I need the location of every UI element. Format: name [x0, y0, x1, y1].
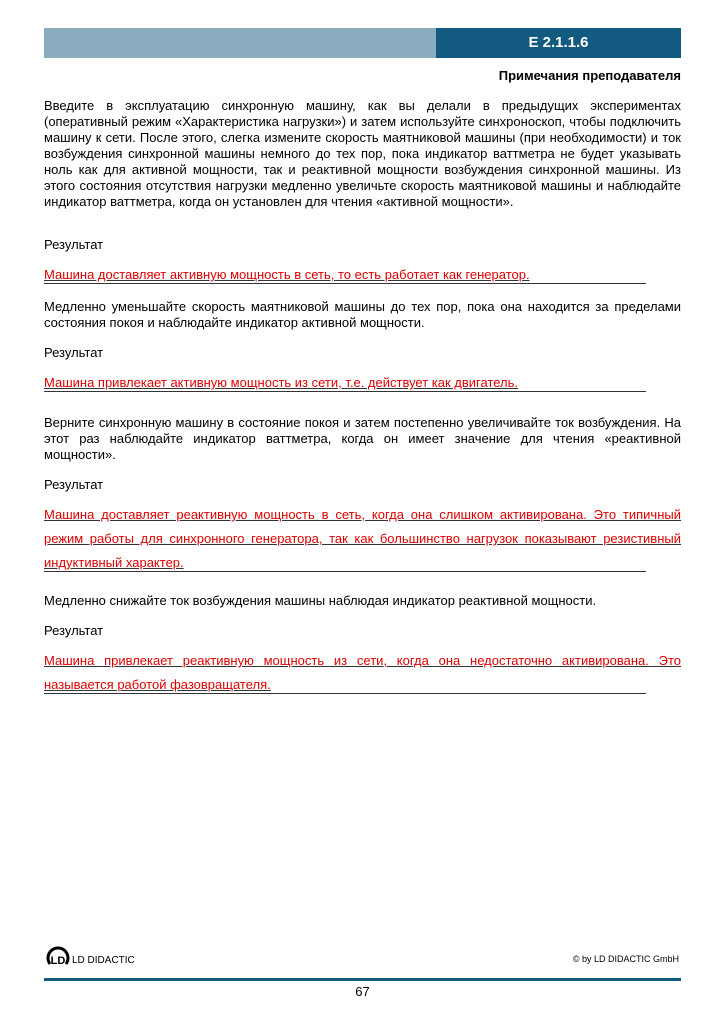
result-label-2: Результат	[44, 345, 104, 360]
svg-text:LD: LD	[50, 955, 66, 967]
ld-logo-icon	[46, 942, 70, 968]
result-label-1: Результат	[44, 237, 104, 252]
copyright: © by LD DIDACTIC GmbH	[572, 954, 679, 964]
answer-1: Машина доставляет активную мощность в сеть, то есть работает как генератор.	[44, 267, 530, 282]
instruction-2: Медленно уменьшайте скорость маятниковой машины до тех пор, пока она находится за пределами состояния покоя и наблюдайте индикатор активной мощности.	[44, 299, 681, 330]
answer-line-4	[44, 693, 646, 694]
ld-didactic-logo	[46, 942, 135, 968]
result-label-3: Результат	[44, 477, 104, 492]
answer-line-1	[44, 283, 646, 284]
experiment-code: E 2.1.1.6	[436, 28, 681, 58]
answer-line-3	[44, 571, 646, 572]
result-label-4: Результат	[44, 623, 104, 638]
footer-divider	[44, 978, 681, 981]
answer-line-2	[44, 391, 646, 392]
page-number: 67	[355, 984, 370, 999]
page-subtitle: Примечания преподавателя	[498, 68, 681, 83]
instruction-1: Введите в эксплуатацию синхронную машину, как вы делали в предыдущих экспериментах (оперативный режим «Характеристика нагрузки») и затем используйте синхроноскоп, чтобы подключить машину к сети. После этого, слегка измените скорость маятниковой машины (при необходимости) и ток возбуждения синхронной машины немного до тех пор, пока индикатор ваттметра не будет указывать ноль как для активной мощности, так и реактивной мощности возбуждения синхронной машины. Из этого состояния отсутствия нагрузки медленно увеличьте скорость маятниковой машины и наблюдайте индикатор ваттметра, когда он установлен для чтения «активной мощности».	[44, 98, 681, 209]
answer-4: Машина привлекает реактивную мощность из сети, когда она недостаточно активирована. Это называется работой фазовращателя.	[44, 653, 681, 692]
instruction-3: Верните синхронную машину в состояние покоя и затем постепенно увеличивайте ток возбуждения. На этот раз наблюдайте индикатор ваттметра, когда он имеет значение для чтения «реактивной мощности».	[44, 415, 681, 462]
answer-2: Машина привлекает активную мощность из сети, т.е. действует как двигатель.	[44, 375, 519, 390]
header-bar	[44, 28, 436, 58]
logo-text: LD DIDACTIC	[72, 955, 135, 966]
answer-3: Машина доставляет реактивную мощность в сеть, когда она слишком активирована. Это типичный режим работы для синхронного генератора, так как большинство нагрузок показывают резистивный индуктивный характер.	[44, 507, 681, 570]
instruction-4: Медленно снижайте ток возбуждения машины наблюдая индикатор реактивной мощности.	[44, 593, 597, 608]
